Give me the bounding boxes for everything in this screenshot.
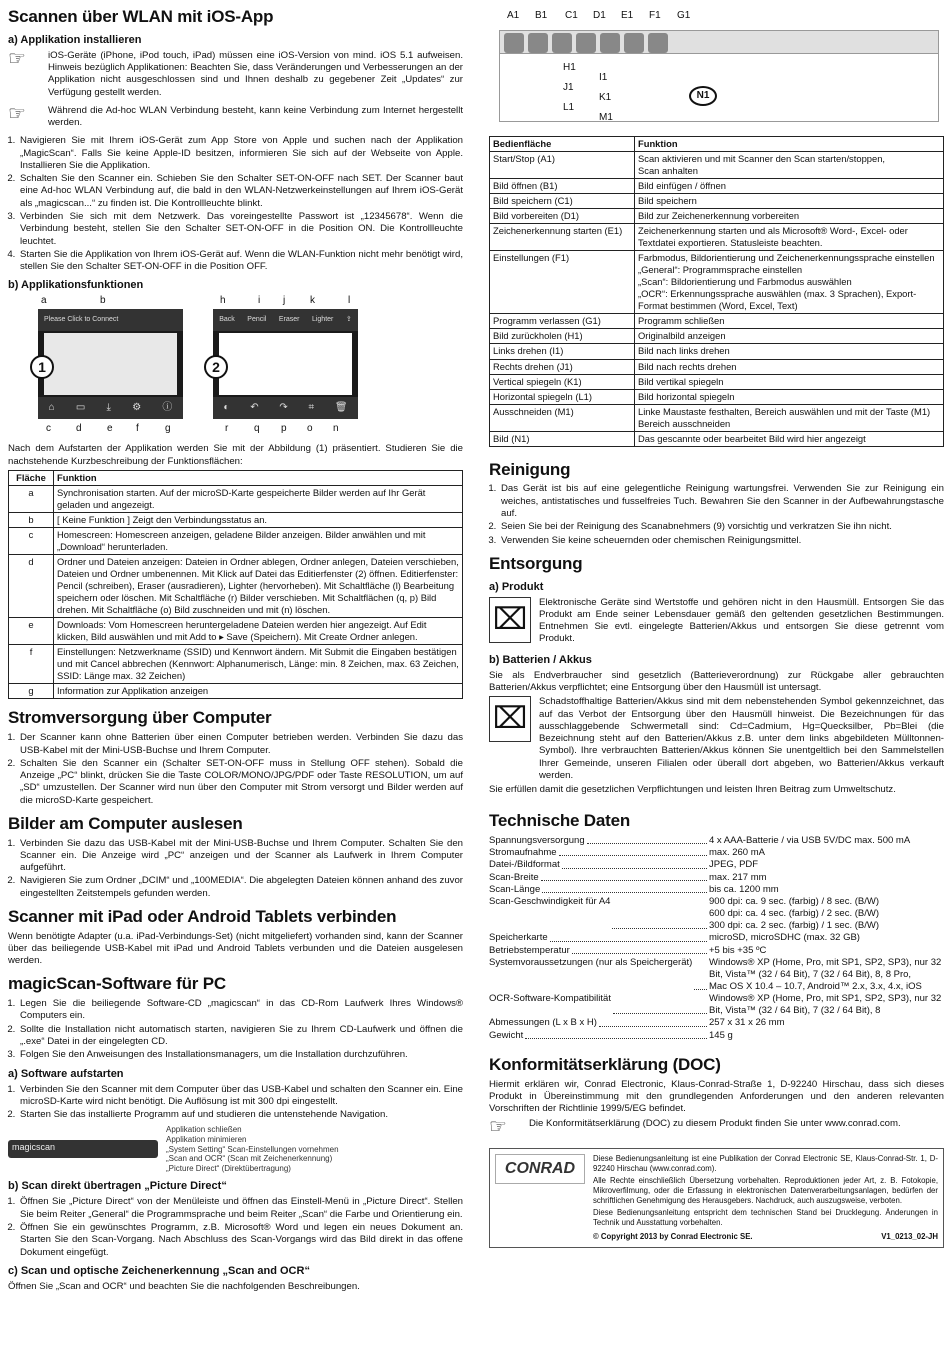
controls-table: Bedienfläche Funktion Start/Stop (A1) Scan aktivieren und mit Scanner den Scan starten/stoppen, Scan anhalten Bild öffnen (B1) Bild einfügen / öffnen Bild speichern (C1) Bild speichern Bild vorbereiten (D1) Bild zur Zeichenerkennung vorbereiten Zeichenerkennung starten (E1) Zeichenerkennung starten und als Microsoft® Word-, Excel- oder Textdatei exportieren. Statusleiste beachten. Einstellungen (F1) Farbmodus, Bildorientierung und Zeichenerkennungssprache einstellen „General“: Programmsprache einstellen „Scan“: Bildorientierung und Farbmodus auswählen „OCR“: Erkennungssprache auswählen (max. 3 Sprachen), Export-Format bestimmen (Word, Excel, Text) Programm verlassen (G1) Programm schließen Bild zurückholen (H1) Originalbild anzeigen Links drehen (I1) Bild nach links drehen Rechts drehen (J1) Bild nach rechts drehen Vertical spiegeln (K1) Bild vertikal spiegeln Horizontal spiegeln (L1) Bild horizontal spiegeln Ausschneiden (M1) Linke Maustaste festhalten, Bereich auswählen und mit der Taste (M1) Bereich ausschneiden Bild (N1) Das gescannte oder bearbeitet Bild wird hier angezeigt — [489, 136, 944, 447]
subheading-batteries: b) Batterien / Akkus — [489, 653, 592, 666]
app-screens-figure — [8, 295, 463, 437]
start-steps — [8, 1084, 463, 1122]
left-column — [8, 4, 463, 1295]
subheading-functions: b) Applikationsfunktionen — [8, 279, 144, 292]
lighter-tab[interactable]: Lighter — [311, 315, 334, 323]
spec-row: Scan-Geschwindigkeit für A4 900 dpi: ca. 9 sec. (farbig) / 8 sec. (B/W) 600 dpi: ca. 4 sec. (farbig) / 2 sec. (B/W) 300 dpi: ca. 2 sec. (farbig) / 1 sec. (B/W) — [489, 895, 880, 932]
open-image-icon[interactable] — [528, 33, 548, 53]
spec-row: Scan-Breite max. 217 mm — [489, 871, 767, 883]
table-row: a Synchronisation starten. Auf der microSD-Karte gespeicherte Bilder werden auf Ihr Gerät geladen und angezeigt. — [9, 485, 463, 512]
note-ios: ☞ iOS-Geräte (iPhone, iPod touch, iPad) müssen eine iOS-Version von mind. iOS 5.1 aufweisen. Hinweis bezüglich Applikationen: Beachten Sie, dass Veränderungen und Verbesserungen an der Applikation nicht ausgeschlossen sind und Ihnen deshalb zu gegebener Zeit „Updates“ zur Verfügung gestellt werden. — [8, 50, 463, 101]
crop-icon[interactable]: ⌗ — [308, 402, 315, 414]
functions-intro: Nach dem Aufstarten der Applikation werden Sie mit der Abbildung (1) präsentiert. Studieren Sie die nachstehende Kurzbeschreibung der Funktionsflächen: — [8, 443, 463, 467]
heading-disposal: Entsorgung — [489, 553, 583, 573]
note-doc: ☞ Die Konformitätserklärung (DOC) zu diesem Produkt finden Sie unter www.conrad.com. — [489, 1116, 901, 1139]
spec-row: Systemvoraussetzungen (nur als Speichergerät) Windows® XP (Home, Pro, mit SP1, SP2, SP3), nur 32 Bit, Vista™ (32 / 64 Bit), 7 (32 / 64 Bit), 8, 8 Pro, Mac OS X 10.4 – 10.7, Android™ 2.x, 3.x, 4.x, iOS — [489, 956, 942, 993]
table-row: Links drehen (I1) Bild nach links drehen — [490, 344, 944, 359]
table-row: e Downloads: Vom Homescreen heruntergeladene Dateien werden hier angezeigt. Auf Edit klicken, Bild auswählen und mit Add to ▸ Save (Speichern). Mit Create Ordner anlegen. — [9, 618, 463, 645]
toolbar — [499, 30, 939, 54]
right-column: A1 B1 C1 D1 E1 F1 G1 H1 J1 L1 I1 K1 M1 N1 Bedienfläche Funktion Start/Stop (A1) Scan aktivieren und mit Scanner den Scan starten/stoppen, Scan anhalten Bild öffnen (B1) Bild einfügen / öffnen Bild speichern (C1) Bild speichern Bild vorbereiten (D1) Bild zur Zeichenerkennung vorbereiten Zeichenerkennung starten (E1) Zeichenerkennung starten und als Microsoft® Word-, Excel- oder Textdatei exportieren. Statusleiste beachten. Einstellungen (F1) Farbmodus, Bildorientierung und Zeichenerkennungssprache einstellen „General“: Programmsprache einstellen „Scan“: Bildorientierung und Farbmodus auswählen „OCR“: Erkennungssprache auswählen (max. 3 Sprachen), Export-Format bestimmen (Word, Excel, Text) Programm verlassen (G1) Programm schließen Bild zurückholen (H1) Originalbild anzeigen Links drehen (I1) Bild nach links drehen Rechts drehen (J1) Bild nach rechts drehen Vertical spiegeln (K1) Bild vertikal spiegeln Horizontal spiegeln (L1) Bild horizontal spiegeln Ausschneiden (M1) Linke Maustaste festhalten, Bereich auswählen und mit der Taste (M1) Bereich ausschneiden Bild (N1) Das gescannte oder bearbeitet Bild wird hier angezeigt Reinigung 1. Das Gerät ist bis auf eine gelegentliche Reinigung wartungsfrei. Verwenden Sie zur Reinigung ein weiches, antistatisches und fusselfreies Tuch. Bewahren Sie den Scanner in der Aufbewahrungstasche auf. 2. Seien Sie bei der Reinigung des Scanabnehmers (9) vorsichtig und verkratzen Sie ihn nicht. 3. Verwenden Sie keine scheuernden oder chemischen Reinigungsmittel. Entsorgung a) Produkt ⌧ Elektronische Geräte sind Wertstoffe und gehören nicht in den Hausmüll. Entsorgen Sie das Produkt am Ende seiner Lebensdauer gemäß den geltenden gesetzlichen Bestimmungen. Entnehmen Sie evtl. eingelegte Batterien/Akkus und entsorgen Sie diese getrennt vom Produkt. b) Batterien / Akkus Sie als Endverbraucher sind gesetzlich (Batterieverordnung) zur Rückgabe aller gebrauchten Batterien/Akkus verpflichtet; eine Entsorgung über den Hausmüll ist untersagt. ⌧ Schadstoffhaltige Batterien/Akkus sind mit dem nebenstehenden Symbol gekennzeichnet, das auf das Verbot der Entsorgung über den Hausmüll hinweist. Die Bezeichnungen für das ausschlaggebende Schwermetall sind: Cd=Cadmium, Hg=Quecksilber, Pb=Blei (die Bezeichnung steht auf den Batterien/Akkus z.B. unter dem links abgebildeten Mülltonnen-Symbol). Ihre verbrauchten Batterien/Akkus können Sie unentgeltlich bei den Sammelstellen Ihrer Gemeinde, unseren Filialen oder überall dort abgeben, wo Batterien/Akkus verkauft werden. Sie erfüllen damit die gesetzlichen Verpflichtungen und leisten Ihren Beitrag zum Umweltschutz. Technische Daten Spannungsversorgung 4 x AAA-Batterie / via USB 5V/DC max. 500 mA Stromaufnahme max. 260 mA Datei-/Bildformat JPEG, PDF Scan-Breite max. 217 mm Scan-Länge bis ca. 1200 mm Scan-Geschwindigkeit für A4 900 dpi: ca. 9 sec. (farbig) / 8 sec. (B/W) 600 dpi: ca. 4 sec. (farbig) / 2 sec. (B/W) 300 dpi: ca. 2 sec. (farbig) / 1 sec. (B/W) Speicherkarte microSD, microSDHC (max. 32 GB) Betriebstemperatur +5 bis +35 ºC Systemvoraussetzungen (nur als Speichergerät) Windows® XP (Home, Pro, mit SP1, SP2, SP3), nur 32 Bit, Vista™ (32 / 64 Bit), 7 (32 / 64 Bit), 8, 8 Pro, Mac OS X 10.4 – 10.7, Android™ 2.x, 3.x, 4.x, iOS OCR-Software-Kompatibilität Windows® XP (Home, Pro, mit SP1, SP2, SP3), nur 32 Bit, Vista™ (32 / 64 Bit), 7 (32 / 64 Bit), 8 Abmessungen (L x B x H) 257 x 31 x 26 mm Gewicht 145 g Konformitätserklärung (DOC) Hiermit erklären wir, Conrad Electronic, Klaus-Conrad-Straße 1, D-92240 Hirschau, dass sich dieses Produkt in Übereinstimmung mit den grundlegenden Anforderungen und den anderen relevanten Vorschriften der Richtlinie 1999/5/EG befindet. ☞ Die Konformitätserklärung (DOC) zu diesem Produkt finden Sie unter www.conrad.com. CONRAD Diese Bedienungsanleitung ist eine Publikation der Conrad Electronic SE, Klaus-Conrad-Str. 1, D-92240 Hirschau (www.conrad.com). Alle Rechte einschließlich Übersetzung vorbehalten. Reproduktionen jeder Art, z. B. Fotokopie, Mikroverfilmung, oder die Erfassung in elektronischen Datenverarbeitungsanlagen, bedürfen der schriftlichen Genehmigung des Herausgebers. Nachdruck, auch auszugsweise, verboten. Diese Bedienungsanleitung entspricht dem technischen Stand bei Drucklegung. Änderungen in Technik und Ausstattung vorbehalten. © Copyright 2013 by Conrad Electronic SE. V1_0213_02-JH — [489, 4, 944, 1248]
table-row: c Homescreen: Homescreen anzeigen, geladene Bilder anzeigen. Bilder anwählen und mit „Download“ herunterladen. — [9, 528, 463, 555]
prepare-image-icon[interactable] — [576, 33, 596, 53]
table-row: Bild speichern (C1) Bild speichern — [490, 194, 944, 209]
list-item: 2. Seien Sie bei der Reinigung des Scanabnehmers (9) vorsichtig und verkratzen Sie ihn nicht. — [499, 521, 944, 533]
trash-icon[interactable]: 🗑 — [334, 402, 348, 414]
exit-icon[interactable] — [648, 33, 668, 53]
list-item: 3. Folgen Sie den Anweisungen des Installationsmanagers, um die Installation durchzuführen. — [18, 1049, 463, 1061]
subheading-scan-ocr: c) Scan und optische Zeichenerkennung „Scan and OCR“ — [8, 1264, 310, 1277]
list-item: 3. Verwenden Sie keine scheuernden oder chemischen Reinigungsmittel. — [499, 535, 944, 547]
list-item: 2. Navigieren Sie zum Ordner „DCIM“ und „100MEDIA“. Die abgelegten Dateien können anhand des zuvor eingestellten Zeitstempels gefunden werden. — [18, 875, 463, 900]
spec-row: Spannungsversorgung 4 x AAA-Batterie / via USB 5V/DC max. 500 mA — [489, 835, 911, 847]
list-item: 1. Der Scanner kann ohne Batterien über einen Computer betrieben werden. Verbinden Sie dazu das USB-Kabel mit der Mini-USB-Buchse und Ihrem Computer. — [18, 732, 463, 757]
table-row: Ausschneiden (M1) Linke Maustaste festhalten, Bereich auswählen und mit der Taste (M1) Bereich ausschneiden — [490, 404, 944, 431]
table-row: Vertical spiegeln (K1) Bild vertikal spiegeln — [490, 374, 944, 389]
list-item: 1. Öffnen Sie „Picture Direct“ von der Menüleiste und öffnen das Einstell-Menü in „Picture Direct“. Stellen Sie beim Reiter „General“ die Programmsprache und beim Reiter „Scan“ die Farbe und Orientierung ein. — [18, 1196, 463, 1221]
pointing-hand-icon: ☞ — [8, 102, 26, 125]
callout-label: l — [348, 295, 351, 307]
list-item: 1. Navigieren Sie mit Ihrem iOS-Gerät zum App Store von Apple und suchen nach der Applikation „MagicScan“. Falls Sie keine Apple-ID besitzen, informieren Sie sich auf der Webseite von Apple. Installieren Sie die Applikation. — [18, 135, 463, 172]
screen-area — [44, 333, 177, 395]
battery-disposal: ⌧ Schadstoffhaltige Batterien/Akkus sind mit dem nebenstehenden Symbol gekennzeichnet, das auf das Verbot der Entsorgung über den Hausmüll hinweist. Die Bezeichnungen für das ausschlaggebende Schwermetall sind: Cd=Cadmium, Hg=Quecksilber, Pb=Blei (die Bezeichnung steht auf den Batterien/Akkus z.B. unter dem links abgebildeten Mülltonnen-Symbol). Ihre verbrauchten Batterien/Akkus können Sie unentgeltlich bei den Sammelstellen Ihrer Gemeinde, unseren Filialen oder überall dort abgeben, wo Batterien/Akkus verkauft werden. — [489, 696, 944, 784]
settings-icon[interactable] — [624, 33, 644, 53]
product-disposal: ⌧ Elektronische Geräte sind Wertstoffe und gehören nicht in den Hausmüll. Entsorgen Sie das Produkt am Ende seiner Lebensdauer gemäß den geltenden gesetzlichen Bestimmungen. Entnehmen Sie evtl. eingelegte Batterien/Akkus und entsorgen Sie diese getrennt vom Produkt. — [489, 597, 944, 648]
conrad-logo: CONRAD — [495, 1154, 585, 1184]
cleaning-steps — [489, 483, 944, 546]
list-item: 1. Das Gerät ist bis auf eine gelegentliche Reinigung wartungsfrei. Verwenden Sie zur Reinigung ein weiches, antistatisches und fusselfreies Tuch. Bewahren Sie den Scanner in der Aufbewahrungstasche auf. — [499, 483, 944, 520]
heading-power: Stromversorgung über Computer — [8, 708, 272, 728]
table-row: Horizontal spiegeln (L1) Bild horizontal spiegeln — [490, 389, 944, 404]
list-item: 2. Schalten Sie den Scanner ein (Schalter SET-ON-OFF muss in Stellung OFF stehen). Sobald die Anzeige „PC“ blinkt, drücken Sie die Taste COLOR/MONO/JPG/PDF oder Taste RESOLUTION, um auf „SD“ umzustellen. Der Scanner wird nun über den Computer mit Strom versorgt und Bilder werden auf die microSD-Karte gespeichert. — [18, 758, 463, 807]
table-row: f Einstellungen: Netzwerkname (SSID) und Kennwort ändern. Mit Submit die Eingaben bestätigen und mit Cancel abbrechen (Kennwort: Alphanumerisch, Länge: min. 8 Zeichen, max. 63 Zeichen, SSID: Länge max. 32 Zeichen) — [9, 645, 463, 684]
direct-steps — [8, 1196, 463, 1258]
ipad-text: Wenn benötigte Adapter (u.a. iPad-Verbindungs-Set) (nicht mitgeliefert) vorhanden sind, kann der Scanner über das beiliegende USB-Kabel mit iPad und Android Tablets verbunden und die Dateien ausgelesen werden. — [8, 930, 463, 967]
pointing-hand-icon: ☞ — [8, 47, 26, 70]
back-button[interactable]: Back — [219, 315, 235, 323]
crossed-bin-icon: ⌧ — [489, 696, 531, 742]
spec-row: OCR-Software-Kompatibilität Windows® XP (Home, Pro, mit SP1, SP2, SP3), nur 32 Bit, Vista™ (32 / 64 Bit), 7 (32 / 64 Bit), 8 — [489, 993, 942, 1017]
heading-pc: Bilder am Computer auslesen — [8, 813, 243, 833]
list-item: 2. Öffnen Sie ein gewünschtes Programm, z.B. Microsoft® Word und legen ein neues Dokument an. Starten Sie den Scan-Vorgang. Nach Abschluss des Scan-Vorgangs wird das Bild direkt in das offene Dokument eingefügt. — [18, 1222, 463, 1259]
heading-ipad: Scanner mit iPad oder Android Tablets verbinden — [8, 906, 397, 926]
spec-row: Speicherkarte microSD, microSDHC (max. 32 GB) — [489, 932, 860, 944]
edit-toolbar — [213, 397, 358, 419]
table-row: Programm verlassen (G1) Programm schließen — [490, 314, 944, 329]
note-adhoc: ☞ Während die Ad-hoc WLAN Verbindung besteht, kann keine Verbindung zum Internet hergestellt werden. — [8, 105, 463, 132]
subheading-install: a) Applikation installieren — [8, 33, 142, 46]
callout-label: j — [283, 295, 286, 307]
table-row: d Ordner und Dateien anzeigen: Dateien in Ordner ablegen, Ordner anlegen, Dateien verschieben, Dateien und Ordner umbenennen. Mit Klick auf Datei das Editierfenster (2) öffnen. Editierfenster: Pencil (schreiben), Eraser (ausradieren), Lighter (hervorheben). Mit Schaltfläche (l) Bearbeitung speichern oder löschen. Mit Schaltfläche (r) Bilder verschieben. Mit Schaltflächen (q, p) Bild drehen. Mit Schaltfläche (o) Bild zuschneiden und mit (n) löschen. — [9, 555, 463, 618]
list-item: 3. Verbinden Sie sich mit dem Netzwerk. Das voreingestellte Passwort ist „12345678“. Wenn die Verbindung besteht, stellen Sie den Schalter SET-ON-OFF in die Position ON. Die Kontrollleuchte leuchtet. — [18, 211, 463, 248]
spec-row: Betriebstemperatur +5 bis +35 ºC — [489, 944, 767, 956]
subheading-picture-direct: b) Scan direkt übertragen „Picture Direct“ — [8, 1180, 227, 1193]
figure-number: 1 — [30, 355, 54, 379]
magicscan-menubar: magicscan — [8, 1140, 158, 1158]
ocr-text: Öffnen Sie „Scan and OCR“ und beachten Sie die nachfolgenden Beschreibungen. — [8, 1280, 360, 1292]
callout-label: a — [41, 295, 47, 307]
spec-row: Gewicht 145 g — [489, 1029, 733, 1041]
imprint-box: CONRAD Diese Bedienungsanleitung ist eine Publikation der Conrad Electronic SE, Klaus-Conrad-Str. 1, D-92240 Hirschau (www.conrad.com). Alle Rechte einschließlich Übersetzung vorbehalten. Reproduktionen jeder Art, z. B. Fotokopie, Mikroverfilmung, oder die Erfassung in elektronischen Datenverarbeitungsanlagen, bedürfen der schriftlichen Genehmigung des Herausgebers. Nachdruck, auch auszugsweise, verboten. Diese Bedienungsanleitung entspricht dem technischen Stand bei Drucklegung. Änderungen in Technik und Ausstattung vorbehalten. © Copyright 2013 by Conrad Electronic SE. V1_0213_02-JH — [489, 1148, 944, 1248]
table-row: b [ Keine Funktion ] Zeigt den Verbindungsstatus an. — [9, 513, 463, 528]
table-row: Start/Stop (A1) Scan aktivieren und mit Scanner den Scan starten/stoppen, Scan anhalten — [490, 152, 944, 179]
table-row: Bild (N1) Das gescannte oder bearbeitet Bild wird hier angezeigt — [490, 431, 944, 446]
callout-label: o — [307, 423, 313, 435]
heading-cleaning: Reinigung — [489, 459, 571, 479]
app-home-screen — [38, 309, 183, 419]
callout-label: h — [220, 295, 226, 307]
bottom-toolbar — [38, 397, 183, 419]
version: V1_0213_02-JH — [881, 1232, 938, 1242]
move-icon[interactable]: ◐ — [223, 402, 230, 414]
save-image-icon[interactable] — [552, 33, 572, 53]
heading-software: magicScan-Software für PC — [8, 974, 226, 994]
eraser-tab[interactable]: Eraser — [278, 315, 300, 323]
share-icon[interactable]: ⇪ — [345, 315, 352, 323]
table-row: Bild zurückholen (H1) Originalbild anzeigen — [490, 329, 944, 344]
app-edit-screen — [213, 309, 358, 419]
edit-tabs — [213, 309, 358, 331]
list-item: 4. Starten Sie die Applikation von Ihrem iOS-Gerät auf. Wenn die WLAN-Funktion nicht mehr benötigt wird, stellen Sie den Schalter SET-ON-OFF in die Position OFF. — [18, 249, 463, 274]
callout-label: e — [107, 423, 113, 435]
rotate-left-icon[interactable]: ↶ — [250, 402, 259, 414]
spec-row: Datei-/Bildformat JPEG, PDF — [489, 859, 759, 871]
copyright: © Copyright 2013 by Conrad Electronic SE. — [593, 1232, 753, 1242]
subheading-product: a) Produkt — [489, 580, 544, 593]
callout-label: p — [281, 423, 287, 435]
table-row: Zeichenerkennung starten (E1) Zeichenerkennung starten und als Microsoft® Word-, Excel- oder Textdatei exportieren. Statusleiste beachten. — [490, 224, 944, 251]
crossed-bin-icon: ⌧ — [489, 597, 531, 643]
settings-icon[interactable]: ⚙ — [132, 402, 142, 414]
callout-label: n — [333, 423, 339, 435]
menubar-legend: Applikation schließen Applikation minimieren „System Setting“ Scan-Einstellungen vornehmen „Scan and OCR“ (Scan mit Zeichenerkennung) „Picture Direct“ (Direktübertragung) — [166, 1125, 339, 1173]
table-row: Einstellungen (F1) Farbmodus, Bildorientierung und Zeichenerkennungssprache einstellen „General“: Programmsprache einstellen „Scan“: Bildorientierung und Farbmodus auswählen „OCR“: Erkennungssprache auswählen (max. 3 Sprachen), Export-Format bestimmen (Word, Excel, Text) — [490, 251, 944, 314]
list-item: 1. Verbinden Sie dazu das USB-Kabel mit der Mini-USB-Buchse und Ihrem Computer. Schalten Sie den Scanner ein. Die Anzeige wird „PC“ anzeigen und der Scanner als Laufwerk in Ihrem Computer aufgeführt. — [18, 838, 463, 875]
table-row: Rechts drehen (J1) Bild nach rechts drehen — [490, 359, 944, 374]
list-item: 1. Verbinden Sie den Scanner mit dem Computer über das USB-Kabel und schalten den Scanner ein. Eine microSD-Karte wird nicht benötigt. Die Auflösung ist mit 300 dpi eingestellt. — [18, 1084, 463, 1109]
callout-label: i — [258, 295, 261, 307]
power-steps — [8, 732, 463, 807]
callout-label: k — [310, 295, 315, 307]
magicscan-menubar-figure — [8, 1125, 463, 1173]
spec-row: Stromaufnahme max. 260 mA — [489, 847, 765, 859]
install-steps — [8, 135, 463, 273]
software-toolbar-figure: A1 B1 C1 D1 E1 F1 G1 H1 J1 L1 I1 K1 M1 N1 — [489, 4, 944, 122]
table-row: Bild öffnen (B1) Bild einfügen / öffnen — [490, 179, 944, 194]
heading-tech: Technische Daten — [489, 811, 631, 831]
pointing-hand-icon: ☞ — [489, 1116, 507, 1139]
software-steps — [8, 998, 463, 1061]
folder-icon[interactable]: ▭ — [75, 402, 86, 414]
callout-label: d — [76, 423, 82, 435]
heading-doc: Konformitätserklärung (DOC) — [489, 1054, 721, 1074]
callout-label: g — [165, 423, 171, 435]
pc-steps — [8, 838, 463, 900]
heading-wlan: Scannen über WLAN mit iOS-App — [8, 7, 274, 26]
callout-label: b — [100, 295, 106, 307]
status-bar: Please Click to Connect — [38, 309, 183, 331]
spec-list — [489, 835, 944, 1042]
rotate-right-icon[interactable]: ↷ — [279, 402, 288, 414]
start-stop-icon[interactable] — [504, 33, 524, 53]
functions-table: Fläche Funktion a Synchronisation starten. Auf der microSD-Karte gespeicherte Bilder werden auf Ihr Gerät geladen und angezeigt. b [ Keine Funktion ] Zeigt den Verbindungsstatus an. c Homescreen: Homescreen anzeigen, geladene Bilder anzeigen. Bilder anwählen und mit „Download“ herunterladen. d Ordner und Dateien anzeigen: Dateien in Ordner ablegen, Ordner anlegen, Dateien verschieben, Dateien und Ordner umbenennen. Mit Klick auf Datei das Editierfenster (2) öffnen. Editierfenster: Pencil (schreiben), Eraser (ausradieren), Lighter (hervorheben). Mit Schaltfläche (l) Bearbeitung speichern oder löschen. Mit Schaltfläche (r) Bilder verschieben. Mit Schaltflächen (q, p) Bild drehen. Mit Schaltfläche (o) Bild zuschneiden und mit (n) löschen. e Downloads: Vom Homescreen heruntergeladene Dateien werden hier angezeigt. Auf Edit klicken, Bild auswählen und mit Add to ▸ Save (Speichern). Mit Create Ordner anlegen. f Einstellungen: Netzwerkname (SSID) und Kennwort ändern. Mit Submit die Eingaben bestätigen und mit Cancel abbrechen (Kennwort: Alphanumerisch, Länge: min. 8 Zeichen, max. 63 Zeichen, SSID: Länge max. 32 Zeichen) g Information zur Applikation anzeigen — [8, 470, 463, 700]
table-row: Bild vorbereiten (D1) Bild zur Zeichenerkennung vorbereiten — [490, 209, 944, 224]
callout-label: r — [225, 423, 229, 435]
download-icon[interactable]: ⤓ — [106, 402, 111, 414]
figure-number: 2 — [204, 355, 228, 379]
spec-row: Scan-Länge bis ca. 1200 mm — [489, 883, 779, 895]
subheading-start: a) Software aufstarten — [8, 1067, 124, 1080]
list-item: 2. Sollte die Installation nicht automatisch starten, navigieren Sie zu Ihrem CD-Laufwerk und öffnen die „.exe“ Datei in der eingelegten CD. — [18, 1024, 463, 1049]
callout-label: c — [46, 423, 51, 435]
home-icon[interactable]: ⌂ — [48, 402, 55, 414]
edit-canvas — [219, 333, 352, 395]
table-row: g Information zur Applikation anzeigen — [9, 684, 463, 699]
spec-row: Abmessungen (L x B x H) 257 x 31 x 26 mm — [489, 1017, 785, 1029]
list-item: 1. Legen Sie die beiliegende Software-CD „magicscan“ in das CD-Rom Laufwerk Ihres Windows® Computers ein. — [18, 998, 463, 1023]
list-item: 2. Starten Sie das installierte Programm auf und studieren die untenstehende Navigation. — [18, 1109, 463, 1121]
callout-label: q — [254, 423, 260, 435]
pencil-tab[interactable]: Pencil — [247, 315, 267, 323]
info-icon[interactable]: ⓘ — [162, 402, 173, 414]
list-item: 2. Schalten Sie den Scanner ein. Schieben Sie den Schalter SET-ON-OFF nach SET. Der Scanner baut eine Ad-hoc WLAN Verbindung auf, die bald in den WLAN-Netzwerkeinstellungen auf Ihrem iOS-Gerät als „magicscan...“ zu finden ist. Die Kontrollleuchte blinkt. — [18, 173, 463, 210]
callout-label: f — [136, 423, 139, 435]
ocr-icon[interactable] — [600, 33, 620, 53]
